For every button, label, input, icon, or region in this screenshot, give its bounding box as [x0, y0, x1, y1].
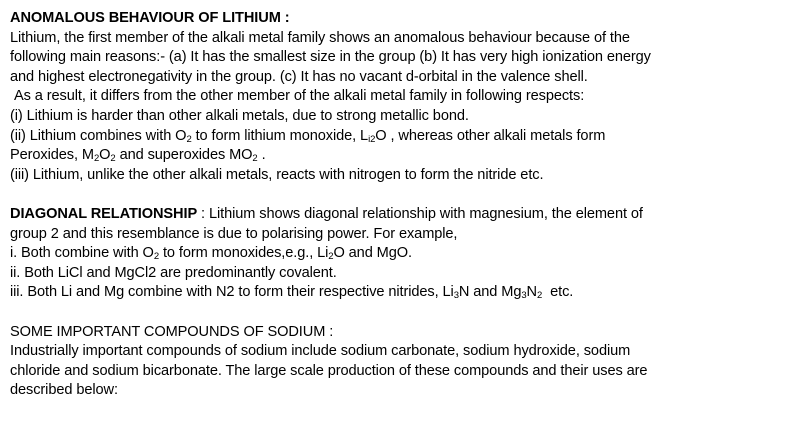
paragraph-line: group 2 and this resemblance is due to polarising power. For example, [10, 225, 458, 242]
section-heading-anomalous-lithium: ANOMALOUS BEHAVIOUR OF LITHIUM : [10, 10, 290, 26]
text-span: etc. [542, 284, 574, 301]
subscript: 2 [110, 153, 116, 165]
text-span: O , whereas other alkali metals form [375, 127, 606, 144]
text-span: i. Both combine with O [10, 245, 154, 262]
text-span: : Lithium shows diagonal relationship with magnesium, the element of [197, 205, 643, 222]
text-span: O and MgO. [333, 245, 412, 262]
subscript: 2 [252, 153, 258, 165]
subscript: 2 [537, 290, 543, 302]
paragraph-gap [10, 303, 780, 323]
paragraph-line: described below: [10, 382, 118, 399]
example-item-iii [10, 283, 780, 303]
paragraph-gap [10, 185, 780, 205]
section-heading-diagonal-relationship: DIAGONAL RELATIONSHIP [10, 205, 198, 222]
text-span: iii. Both Li and Mg combine with N2 to form their respective nitrides, Li [10, 284, 454, 301]
text-span: . [257, 147, 266, 164]
paragraph-line: Industrially important compounds of sodium include sodium carbonate, sodium hydroxide, sodium [10, 343, 631, 360]
text-span: (ii) Lithium combines with O [10, 127, 187, 144]
text-span: N and Mg [458, 284, 522, 301]
subscript: 3 [521, 290, 527, 302]
subscript: 3 [453, 290, 459, 302]
example-item-ii: ii. Both LiCl and MgCl2 are predominantly covalent. [10, 264, 337, 281]
subscript: i2 [368, 133, 376, 145]
paragraph-line: following main reasons:- (a) It has the smallest size in the group (b) It has very high ionization energy [10, 49, 651, 66]
list-item-iii: (iii) Lithium, unlike the other alkali metals, reacts with nitrogen to form the nitride etc. [10, 166, 544, 183]
text-span: to form lithium monoxide, L [191, 127, 369, 144]
text-span: Peroxides, M [10, 147, 94, 164]
subscript: 2 [153, 251, 159, 263]
text-span: and superoxides MO [115, 147, 253, 164]
subscript: 2 [186, 133, 192, 145]
document-page [10, 9, 780, 401]
paragraph-line: Lithium, the first member of the alkali metal family shows an anomalous behaviour because of the [10, 29, 630, 46]
subscript: 2 [93, 153, 100, 165]
subscript: 2 [328, 251, 334, 263]
section-heading-sodium-compounds: SOME IMPORTANT COMPOUNDS OF SODIUM : [10, 323, 334, 340]
text-span: to form monoxides,e.g., Li [159, 245, 329, 262]
list-item-ii [10, 127, 780, 147]
list-item-ii-continued [10, 146, 780, 166]
paragraph-line: As a result, it differs from the other member of the alkali metal family in following respects: [14, 88, 585, 105]
example-item-i [10, 244, 780, 264]
text-span: O [99, 147, 111, 164]
paragraph-line: chloride and sodium bicarbonate. The large scale production of these compounds and their uses are [10, 362, 648, 379]
diagonal-relationship-intro [10, 205, 780, 225]
list-item-i: (i) Lithium is harder than other alkali metals, due to strong metallic bond. [10, 107, 469, 124]
paragraph-line: and highest electronegativity in the group. (c) It has no vacant d-orbital in the valence shell. [10, 68, 588, 85]
text-span: N [526, 284, 537, 301]
